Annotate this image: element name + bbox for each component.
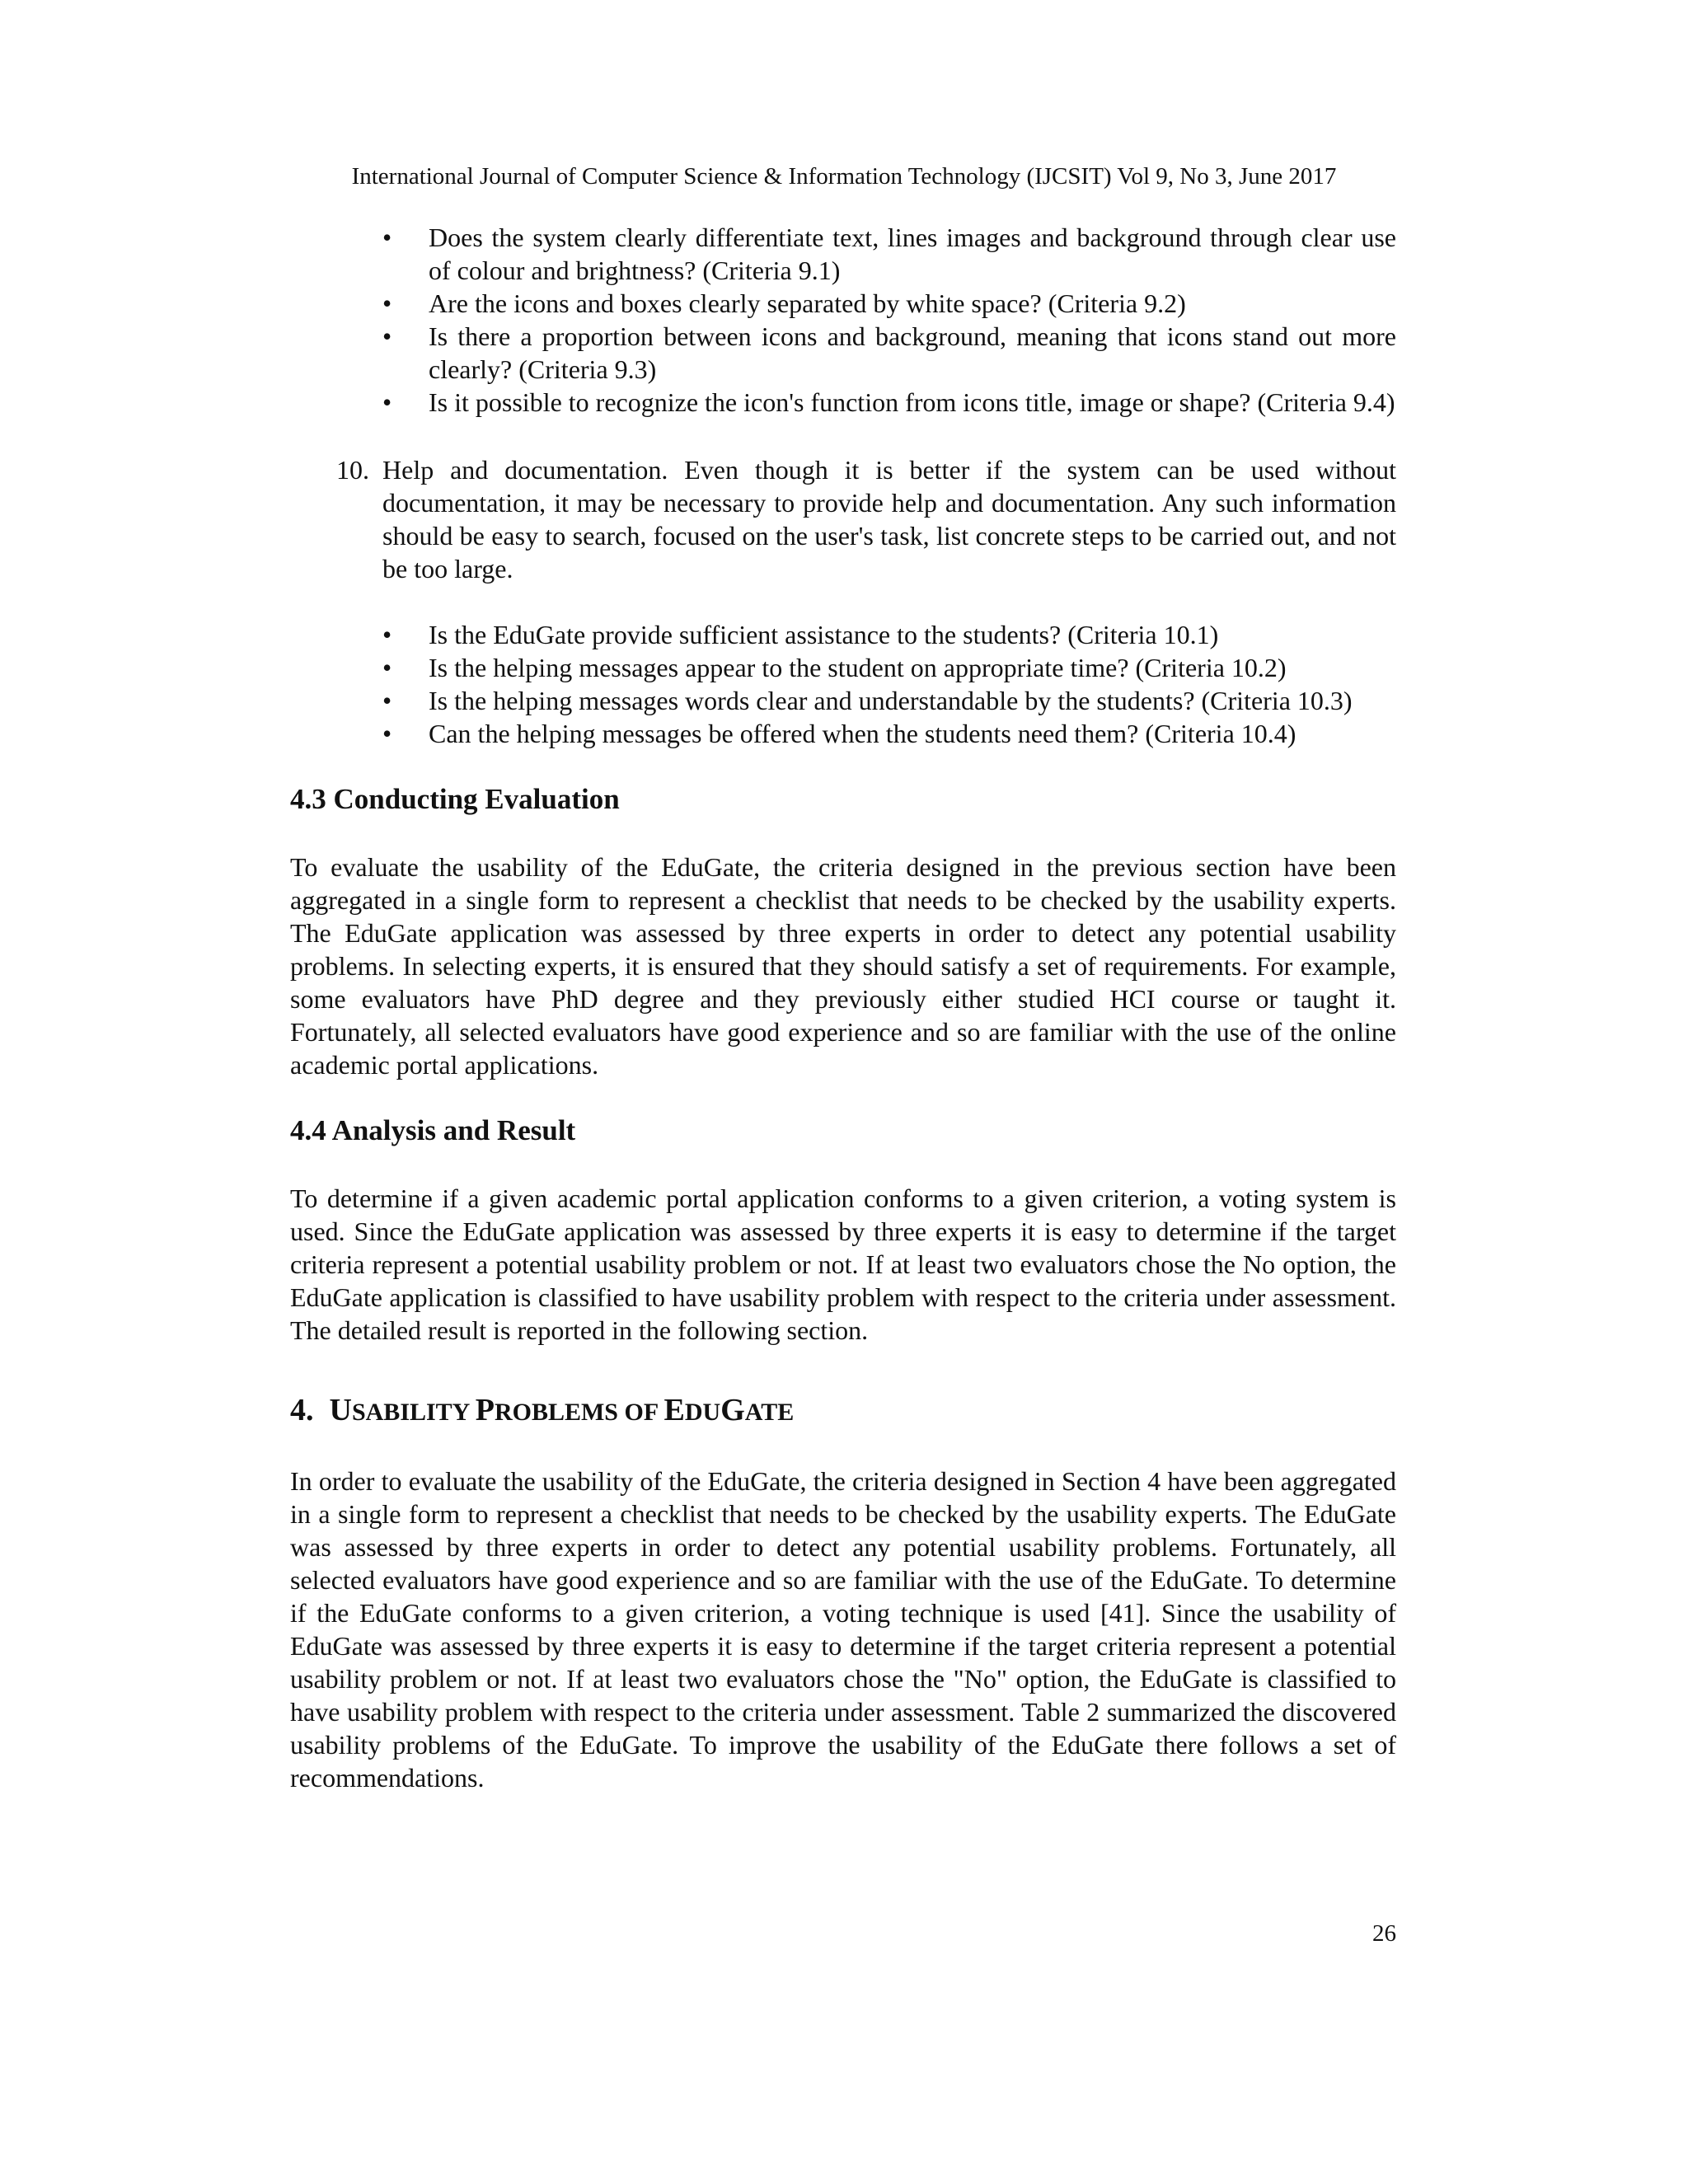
item-number: 10.: [336, 455, 369, 485]
list-item: • Is the helping messages appear to the student on appropriate time? (Criteria 10.2): [382, 653, 1287, 682]
bullet-icon: •: [382, 223, 392, 252]
list-item: • Are the icons and boxes clearly separated by white space? (Criteria 9.2): [382, 288, 1186, 318]
criteria-9-list: [290, 221, 1396, 419]
section-4-paragraph: In order to evaluate the usability of the EduGate, the criteria designed in Section 4 have been aggregated in a single form to represent a checklist that needs to be checked by the usability experts. The EduGate was assessed by three experts in order to detect any potential usability problems. Fortunately, all selected evaluators have good experience and so are familiar with the use of the EduGate. To determine if the EduGate conforms to a given criterion, a voting technique is used [41]. Since the usability of EduGate was assessed by three experts it is easy to determine if the target criteria represent a potential usability problem or not. If at least two evaluators chose the "No" option, the EduGate is classified to have usability problem with respect to the criteria under assessment. Table 2 summarized the discovered usability problems of the EduGate. To improve the usability of the EduGate there follows a set of recommendations.: [290, 1466, 1396, 1793]
bullet-icon: •: [382, 719, 392, 748]
page-number: 26: [1372, 1920, 1396, 1947]
bullet-icon: •: [382, 288, 392, 318]
criteria-10-list: [290, 618, 1396, 750]
list-item: • Is it possible to recognize the icon's function from icons title, image or shape? (Criteria 9.4): [382, 387, 1395, 417]
list-item: • Can the helping messages be offered when the students need them? (Criteria 10.4): [382, 719, 1296, 748]
page-content: [290, 221, 1396, 1794]
item-text: Help and documentation. Even though it is better if the system can be used without documentation, it may be necessary to provide help and documentation. Any such information should be easy to search, focused on the user's task, list concrete steps to be carried out, and not be too large.: [382, 455, 1396, 583]
section-4-3-heading: 4.3 Conducting Evaluation: [290, 783, 620, 815]
running-header: International Journal of Computer Science & Information Technology (IJCSIT) Vol 9, No 3, June 2017: [351, 163, 1337, 190]
bullet-icon: •: [382, 620, 392, 649]
section-4-3-paragraph: To evaluate the usability of the EduGate, the criteria designed in the previous section have been aggregated in a single form to represent a checklist that needs to be checked by the usability experts. The EduGate application was assessed by three experts in order to detect any potential usability problems. In selecting experts, it is ensured that they should satisfy a set of requirements. For example, some evaluators have PhD degree and they previously either studied HCI course or taught it. Fortunately, all selected evaluators have good experience and so are familiar with the use of the online academic portal applications.: [290, 852, 1396, 1080]
list-item: • Does the system clearly differentiate text, lines images and background through clear use of colour and brightness? (Criteria 9.1): [382, 223, 1396, 285]
list-item: • Is the EduGate provide sufficient assistance to the students? (Criteria 10.1): [382, 620, 1219, 649]
list-item: • Is there a proportion between icons and background, meaning that icons stand out more clearly? (Criteria 9.3): [382, 321, 1396, 384]
bullet-icon: •: [382, 321, 392, 351]
bullet-icon: •: [382, 653, 392, 682]
section-4-4-heading: 4.4 Analysis and Result: [290, 1114, 576, 1146]
bullet-icon: •: [382, 686, 392, 715]
list-item: • Is the helping messages words clear and understandable by the students? (Criteria 10.3): [382, 686, 1353, 715]
bullet-icon: •: [382, 387, 392, 417]
section-4-4-paragraph: To determine if a given academic portal application conforms to a given criterion, a voting system is used. Since the EduGate application was assessed by three experts it is easy to determine if the target criteria represent a potential usability problem or not. If at least two evaluators chose the No option, the EduGate application is classified to have usability problem with respect to the criteria under assessment. The detailed result is reported in the following section.: [290, 1183, 1396, 1345]
numbered-item-10: [290, 453, 1396, 585]
section-4-heading: 4. USABILITY PROBLEMS OF EDUGATE: [290, 1393, 795, 1427]
